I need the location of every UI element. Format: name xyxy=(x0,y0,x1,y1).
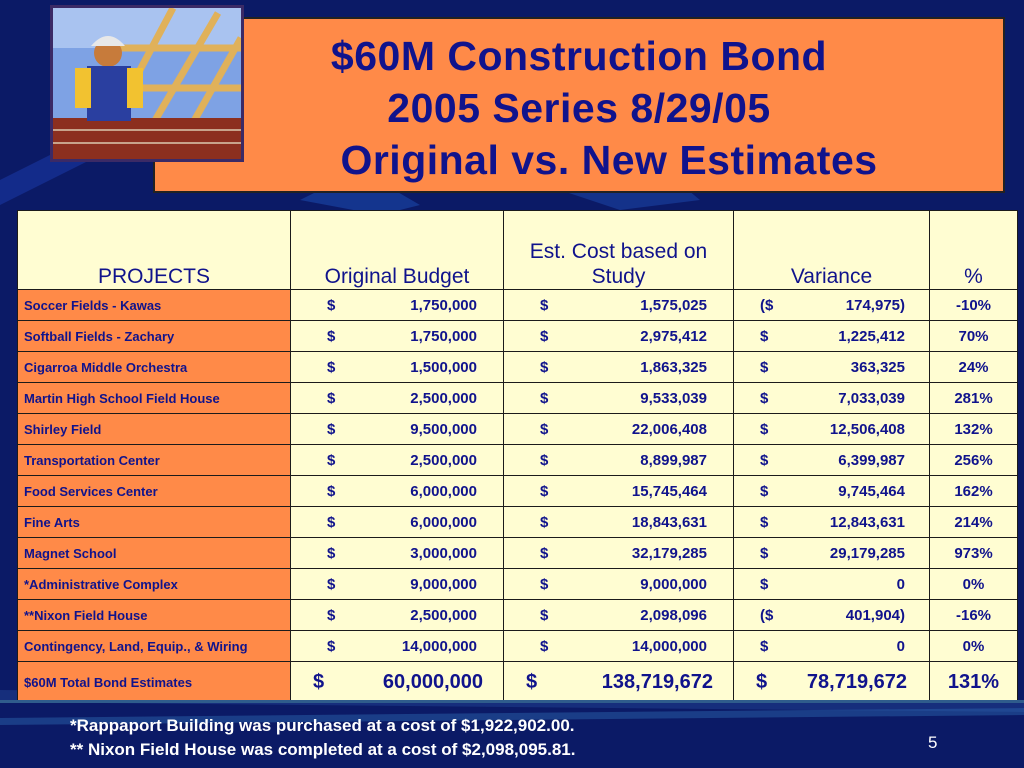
percent-value: 214% xyxy=(930,507,1018,538)
orig-symbol: $ xyxy=(327,389,336,407)
table-row xyxy=(18,631,1018,662)
project-name: Softball Fields - Zachary xyxy=(18,321,291,352)
variance-value: 0 xyxy=(896,637,905,655)
original-budget-value: 9,000,000 xyxy=(410,575,477,593)
variance-value: 401,904) xyxy=(845,606,905,624)
variance-value: 29,179,285 xyxy=(829,544,905,562)
project-name: Shirley Field xyxy=(18,414,291,445)
construction-worker-image xyxy=(50,5,244,162)
orig-symbol: $ xyxy=(327,637,336,655)
variance-value: 12,843,631 xyxy=(829,513,905,531)
est-cost-value: 9,533,039 xyxy=(640,389,707,407)
project-name: **Nixon Field House xyxy=(18,600,291,631)
total-percent: 131% xyxy=(930,662,1018,703)
title-line-2: 2005 Series 8/29/05 xyxy=(387,85,771,131)
page-number: 5 xyxy=(928,733,938,752)
var-symbol: $ xyxy=(760,389,769,407)
est-cost-value: 1,575,025 xyxy=(640,296,707,314)
var-symbol: $ xyxy=(760,575,769,593)
est-cost-value: 15,745,464 xyxy=(631,482,707,500)
est-cost-value: 8,899,987 xyxy=(640,451,707,469)
orig-symbol: $ xyxy=(327,575,336,593)
est-symbol: $ xyxy=(540,606,549,624)
est-symbol: $ xyxy=(540,358,549,376)
table-row xyxy=(18,507,1018,538)
original-budget-value: 9,500,000 xyxy=(410,420,477,438)
variance-value: 6,399,987 xyxy=(838,451,905,469)
orig-symbol: $ xyxy=(327,327,336,345)
est-cost-value: 22,006,408 xyxy=(631,420,707,438)
var-symbol: $ xyxy=(760,482,769,500)
footnote-rappaport: *Rappaport Building was purchased at a cost of $1,922,902.00. xyxy=(70,716,575,735)
original-budget-value: 2,500,000 xyxy=(410,451,477,469)
total-orig-symbol: $ xyxy=(313,670,325,693)
project-name: Magnet School xyxy=(18,538,291,569)
est-symbol: $ xyxy=(540,451,549,469)
percent-value: 973% xyxy=(930,538,1018,569)
total-original-budget: 60,000,000 xyxy=(382,670,483,693)
total-var-symbol: $ xyxy=(756,670,768,693)
original-budget-value: 1,500,000 xyxy=(410,358,477,376)
project-name: Food Services Center xyxy=(18,476,291,507)
project-name: Contingency, Land, Equip., & Wiring xyxy=(18,631,291,662)
variance-value: 12,506,408 xyxy=(829,420,905,438)
orig-symbol: $ xyxy=(327,544,336,562)
var-symbol: $ xyxy=(760,327,769,345)
total-row xyxy=(18,662,1018,703)
percent-value: -10% xyxy=(930,290,1018,321)
table-header-row xyxy=(18,211,1018,290)
percent-value: 70% xyxy=(930,321,1018,352)
header-est-cost: Est. Cost based on Study xyxy=(504,211,734,290)
est-symbol: $ xyxy=(540,544,549,562)
table-row xyxy=(18,569,1018,600)
est-symbol: $ xyxy=(540,389,549,407)
original-budget-value: 1,750,000 xyxy=(410,327,477,345)
est-cost-value: 32,179,285 xyxy=(631,544,707,562)
orig-symbol: $ xyxy=(327,358,336,376)
var-symbol: $ xyxy=(760,420,769,438)
orig-symbol: $ xyxy=(327,451,336,469)
table-row xyxy=(18,352,1018,383)
table-row xyxy=(18,476,1018,507)
variance-value: 1,225,412 xyxy=(838,327,905,345)
est-cost-value: 14,000,000 xyxy=(631,637,707,655)
total-variance: 78,719,672 xyxy=(806,670,907,693)
est-cost-value: 2,098,096 xyxy=(640,606,707,624)
percent-value: 0% xyxy=(930,569,1018,600)
orig-symbol: $ xyxy=(327,482,336,500)
variance-value: 7,033,039 xyxy=(838,389,905,407)
original-budget-value: 6,000,000 xyxy=(410,513,477,531)
project-name: Fine Arts xyxy=(18,507,291,538)
var-symbol: $ xyxy=(760,544,769,562)
project-name: Cigarroa Middle Orchestra xyxy=(18,352,291,383)
orig-symbol: $ xyxy=(327,296,336,314)
table-row xyxy=(18,383,1018,414)
title-line-3: Original vs. New Estimates xyxy=(340,137,878,183)
table-row xyxy=(18,321,1018,352)
orig-symbol: $ xyxy=(327,420,336,438)
orig-symbol: $ xyxy=(327,606,336,624)
table-row xyxy=(18,445,1018,476)
header-original-budget: Original Budget xyxy=(291,211,504,290)
percent-value: 24% xyxy=(930,352,1018,383)
var-symbol: $ xyxy=(760,513,769,531)
project-name: Transportation Center xyxy=(18,445,291,476)
table-row xyxy=(18,290,1018,321)
var-symbol: ($ xyxy=(760,606,774,624)
original-budget-value: 14,000,000 xyxy=(401,637,477,655)
total-est-cost: 138,719,672 xyxy=(601,670,713,693)
project-name: *Administrative Complex xyxy=(18,569,291,600)
table-row xyxy=(18,538,1018,569)
est-symbol: $ xyxy=(540,482,549,500)
var-symbol: $ xyxy=(760,451,769,469)
percent-value: 162% xyxy=(930,476,1018,507)
original-budget-value: 1,750,000 xyxy=(410,296,477,314)
budget-table xyxy=(17,210,1018,703)
title-box xyxy=(153,17,1005,193)
variance-value: 0 xyxy=(896,575,905,593)
original-budget-value: 6,000,000 xyxy=(410,482,477,500)
header-projects: PROJECTS xyxy=(18,211,291,290)
footnote-nixon: ** Nixon Field House was completed at a cost of $2,098,095.81. xyxy=(70,740,576,759)
est-symbol: $ xyxy=(540,637,549,655)
percent-value: 256% xyxy=(930,445,1018,476)
original-budget-value: 3,000,000 xyxy=(410,544,477,562)
var-symbol: $ xyxy=(760,358,769,376)
original-budget-value: 2,500,000 xyxy=(410,606,477,624)
project-name: Soccer Fields - Kawas xyxy=(18,290,291,321)
percent-value: 281% xyxy=(930,383,1018,414)
title-line-1: $60M Construction Bond xyxy=(330,33,828,79)
header-percent: % xyxy=(930,211,1018,290)
est-cost-value: 18,843,631 xyxy=(631,513,707,531)
project-name: Martin High School Field House xyxy=(18,383,291,414)
table-row xyxy=(18,600,1018,631)
percent-value: 132% xyxy=(930,414,1018,445)
est-symbol: $ xyxy=(540,420,549,438)
variance-value: 363,325 xyxy=(850,358,905,376)
total-est-symbol: $ xyxy=(526,670,538,693)
header-variance: Variance xyxy=(734,211,930,290)
variance-value: 9,745,464 xyxy=(838,482,905,500)
footer-rule xyxy=(0,700,1024,703)
est-symbol: $ xyxy=(540,296,549,314)
percent-value: -16% xyxy=(930,600,1018,631)
var-symbol: $ xyxy=(760,637,769,655)
table-row xyxy=(18,414,1018,445)
est-symbol: $ xyxy=(540,575,549,593)
est-symbol: $ xyxy=(540,513,549,531)
est-cost-value: 2,975,412 xyxy=(640,327,707,345)
est-cost-value: 9,000,000 xyxy=(640,575,707,593)
variance-value: 174,975) xyxy=(845,296,905,314)
total-label: $60M Total Bond Estimates xyxy=(18,662,291,703)
original-budget-value: 2,500,000 xyxy=(410,389,477,407)
est-cost-value: 1,863,325 xyxy=(640,358,707,376)
percent-value: 0% xyxy=(930,631,1018,662)
var-symbol: ($ xyxy=(760,296,774,314)
est-symbol: $ xyxy=(540,327,549,345)
orig-symbol: $ xyxy=(327,513,336,531)
